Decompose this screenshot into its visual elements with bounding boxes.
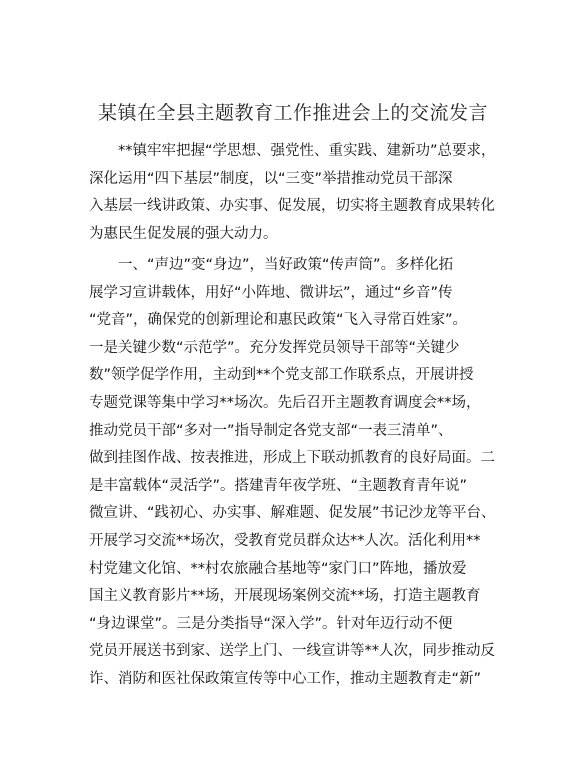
paragraph-line: 诈、消防和医社保政策宣传等中心工作，推动主题教育走“新” bbox=[89, 670, 482, 687]
paragraph-line: 推动党员干部“多对一”指导制定各党支部“一表三清单”、 bbox=[89, 422, 453, 439]
document-title: 某镇在全县主题教育工作推进会上的交流发言 bbox=[97, 102, 488, 124]
paragraph-intro bbox=[89, 138, 509, 248]
paragraph-line: 党员开展送书到家、送学上门、一线宣讲等**人次，同步推动反 bbox=[89, 643, 495, 660]
paragraph-line: 做到挂图作战、按表推进，形成上下联动抓教育的良好局面。二 bbox=[89, 450, 495, 467]
paragraph-line: 村党建文化馆、**村农旅融合基地等“家门口”阵地，播放爱 bbox=[89, 560, 467, 577]
paragraph-line: 开展学习交流**场次，受教育党员群众达**人次。活化利用** bbox=[89, 532, 481, 549]
paragraph-line: 是丰富载体“灵活学”。搭建青年夜学班、“主题教育青年说” bbox=[89, 477, 468, 494]
paragraph-line: 国主义教育影片**场，开展现场案例交流**场，打造主题教育 bbox=[89, 588, 481, 605]
paragraph-line: **镇牢牢把握“学思想、强党性、重实践、建新功”总要求， bbox=[118, 143, 496, 159]
paragraph-section-one bbox=[89, 252, 509, 694]
paragraph-line: “身边课堂”。三是分类指导“深入学”。针对年迈行动不便 bbox=[89, 615, 453, 632]
paragraph-line: “党音”，确保党的创新理论和惠民政策“飞入寻常百姓家”。 bbox=[89, 312, 468, 329]
paragraph-line: 为惠民生促发展的强大动力。 bbox=[89, 225, 278, 242]
paragraph-line: 微宣讲、“践初心、办实事、解难题、促发展”书记沙龙等平台、 bbox=[89, 505, 496, 522]
paragraph-line: 一、“声边”变“身边”，当好政策“传声筒”。多样化拓 bbox=[118, 257, 454, 273]
paragraph-line: 数”领学促学作用，主动到**个党支部工作联系点，开展讲授 bbox=[89, 367, 474, 384]
paragraph-line: 专题党课等集中学习**场次。先后召开主题教育调度会**场， bbox=[89, 394, 481, 411]
paragraph-line: 一是关键少数“示范学”。充分发挥党员领导干部等“关键少 bbox=[89, 339, 460, 356]
paragraph-line: 入基层一线讲政策、办实事、促发展，切实将主题教育成果转化 bbox=[89, 198, 495, 215]
paragraph-line: 深化运用“四下基层”制度，以“三变”举措推动党员干部深 bbox=[89, 170, 453, 187]
paragraph-line: 展学习宣讲载体，用好“小阵地、微讲坛”，通过“乡音”传 bbox=[89, 284, 453, 301]
